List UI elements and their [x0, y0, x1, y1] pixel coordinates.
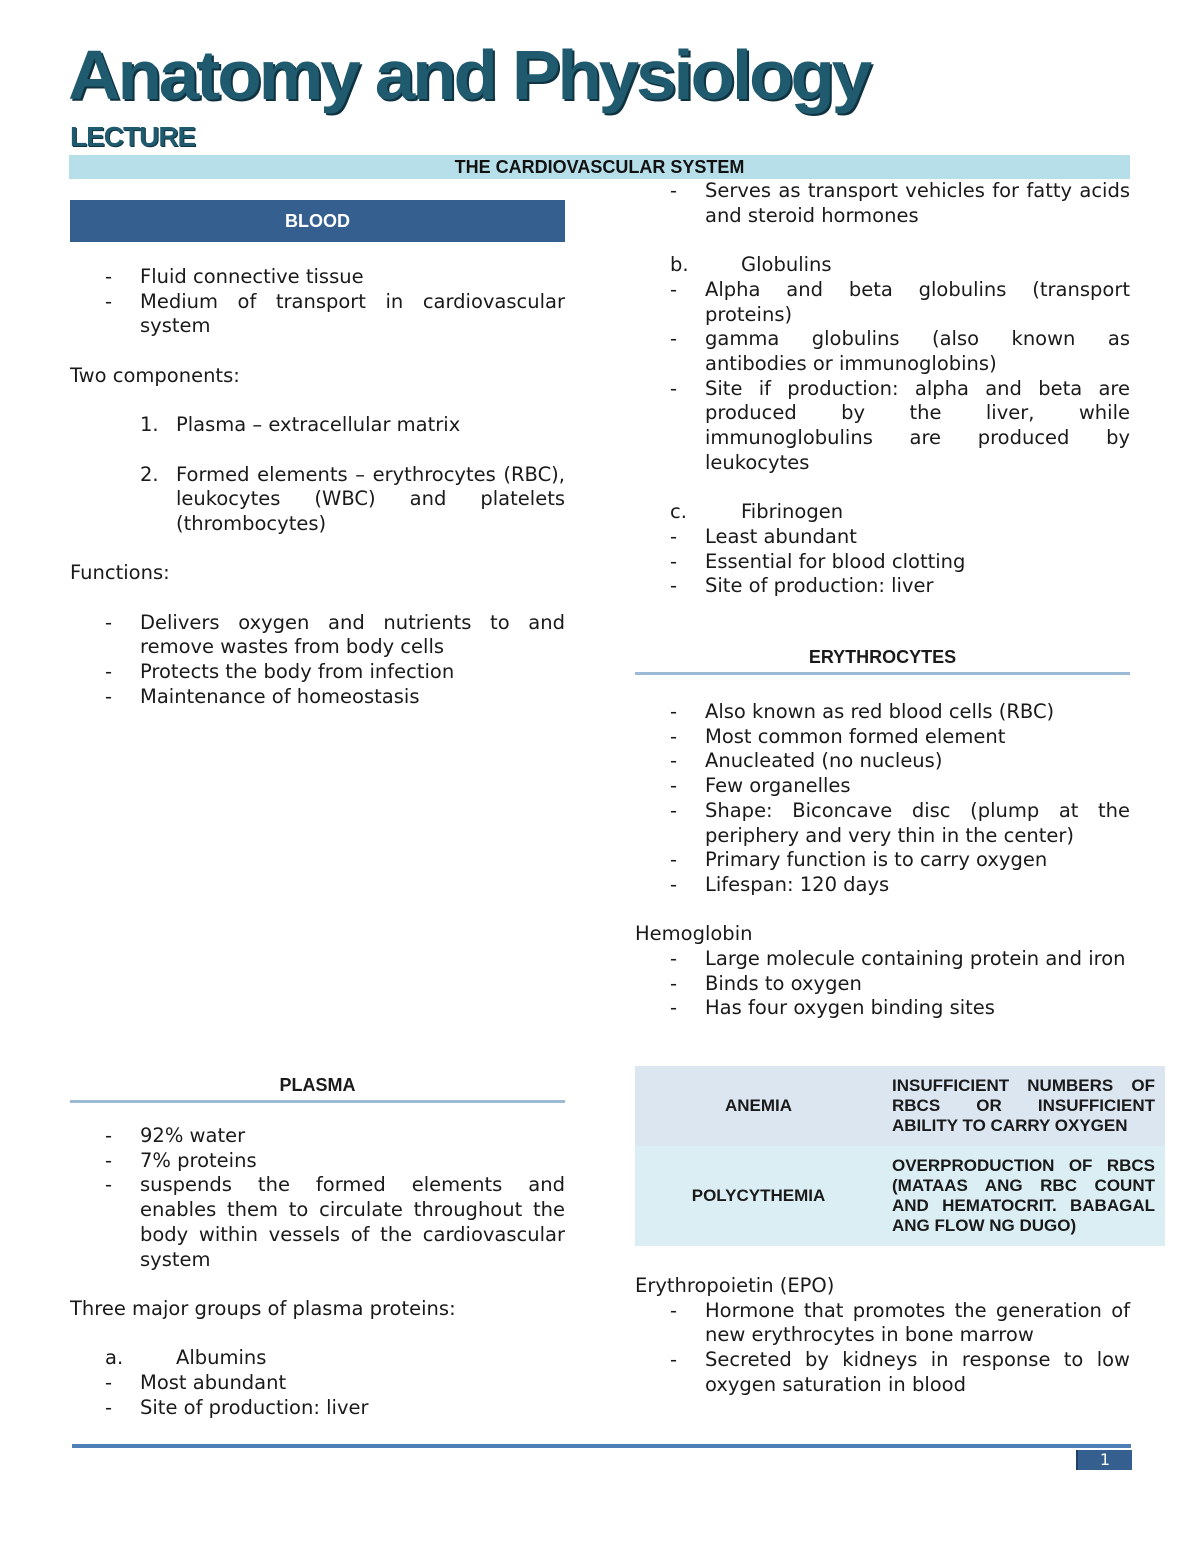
- list-item: - Most abundant: [70, 1371, 565, 1396]
- blood-section: [70, 265, 565, 710]
- epo-section: [635, 1274, 1130, 1398]
- topic-banner: THE CARDIOVASCULAR SYSTEM: [69, 155, 1130, 179]
- list-item: - Large molecule containing protein and iron: [635, 947, 1130, 972]
- list-item: - Fluid connective tissue: [70, 265, 565, 290]
- list-marker: 2.: [140, 462, 159, 486]
- list-item: - 92% water: [70, 1124, 565, 1149]
- list-item: - Site of production: liver: [635, 574, 1130, 599]
- list-item: - Maintenance of homeostasis: [70, 685, 565, 710]
- list-item: - Binds to oxygen: [635, 972, 1130, 997]
- list-item: - Alpha and beta globulins (transport proteins): [635, 278, 1130, 327]
- list-item: - gamma globulins (also known as antibodies or immunoglobins): [635, 327, 1130, 376]
- plasma-section: [70, 1073, 565, 1420]
- blood-intro-list: [70, 265, 565, 339]
- list-item: - Primary function is to carry oxygen: [635, 848, 1130, 873]
- list-item: - Hormone that promotes the generation of new erythrocytes in bone marrow: [635, 1299, 1130, 1348]
- list-item: - Least abundant: [635, 525, 1130, 550]
- list-item: - Medium of transport in cardiovascular system: [70, 290, 565, 339]
- list-item: - 7% proteins: [70, 1149, 565, 1174]
- list-item: - Protects the body from infection: [70, 660, 565, 685]
- list-marker: b.: [670, 253, 689, 277]
- erythrocytes-list: [635, 700, 1130, 898]
- table-row: [635, 1066, 1165, 1146]
- erythrocytes-heading: ERYTHROCYTES: [635, 645, 1130, 675]
- plasma-list: [70, 1124, 565, 1272]
- list-item: - Secreted by kidneys in response to low oxygen saturation in blood: [635, 1348, 1130, 1397]
- list-item-text: Plasma – extracellular matrix: [176, 413, 461, 437]
- globulins-list: [635, 278, 1130, 476]
- list-item: - Site of production: liver: [70, 1396, 565, 1421]
- plasma-groups-label: Three major groups of plasma proteins:: [70, 1296, 456, 1320]
- condition-description: INSUFFICIENT NUMBERS OF RBCS OR INSUFFICIENT ABILITY TO CARRY OXYGEN: [892, 1076, 1155, 1135]
- plasma-proteins-continued: [635, 179, 1130, 599]
- list-item: [635, 500, 1130, 525]
- list-item: - Has four oxygen binding sites: [635, 996, 1130, 1021]
- list-item: - Few organelles: [635, 774, 1130, 799]
- list-item: - Shape: Biconcave disc (plump at the periphery and very thin in the center): [635, 799, 1130, 848]
- table-row: [635, 1146, 1165, 1246]
- plasma-heading: PLASMA: [70, 1073, 565, 1103]
- list-marker: 1.: [140, 413, 159, 437]
- hemoglobin-label: Hemoglobin: [635, 922, 753, 946]
- document-title: Anatomy and Physiology: [68, 36, 870, 114]
- list-item-text: Fibrinogen: [741, 500, 844, 524]
- list-item: [635, 253, 1130, 278]
- hemoglobin-list: [635, 947, 1130, 1021]
- document-subtitle: LECTURE: [70, 121, 196, 152]
- conditions-table: [635, 1066, 1165, 1246]
- list-item: [70, 413, 565, 438]
- list-item: [70, 1346, 565, 1371]
- list-item: - Serves as transport vehicles for fatty acids and steroid hormones: [635, 179, 1130, 228]
- list-item: [70, 463, 565, 537]
- condition-name: ANEMIA: [724, 1096, 793, 1115]
- list-marker: a.: [105, 1346, 124, 1370]
- footer-rule: [72, 1444, 1131, 1448]
- list-item: - suspends the formed elements and enables them to circulate throughout the body within vessels of the cardiovascular system: [70, 1173, 565, 1272]
- condition-name: POLYCYTHEMIA: [691, 1186, 826, 1205]
- fibrinogen-list: [635, 525, 1130, 599]
- list-marker: c.: [670, 500, 687, 524]
- epo-list: [635, 1299, 1130, 1398]
- list-item: - Anucleated (no nucleus): [635, 749, 1130, 774]
- list-item-text: Globulins: [741, 253, 832, 277]
- albumins-heading: [70, 1346, 565, 1371]
- erythrocytes-section: [635, 645, 1130, 1021]
- functions-list: [70, 611, 565, 710]
- list-item-text: Albumins: [176, 1346, 267, 1370]
- functions-label: Functions:: [70, 561, 170, 585]
- blood-heading: BLOOD: [70, 200, 565, 242]
- list-item: - Essential for blood clotting: [635, 550, 1130, 575]
- list-item-text: Formed elements – erythrocytes (RBC), leukocytes (WBC) and platelets (thrombocytes): [176, 462, 565, 535]
- list-item: - Most common formed element: [635, 725, 1130, 750]
- page-number: 1: [1076, 1450, 1132, 1470]
- components-label: Two components:: [70, 363, 240, 387]
- globulins-heading: [635, 253, 1130, 278]
- list-item: - Delivers oxygen and nutrients to and remove wastes from body cells: [70, 611, 565, 660]
- fibrinogen-heading: [635, 500, 1130, 525]
- condition-description: OVERPRODUCTION OF RBCS (MATAAS ANG RBC COUNT AND HEMATOCRIT. BABAGAL ANG FLOW NG DUGO): [892, 1156, 1155, 1235]
- albumins-carryover-list: [635, 179, 1130, 228]
- list-item: - Lifespan: 120 days: [635, 873, 1130, 898]
- components-list: [70, 413, 565, 537]
- epo-label: Erythropoietin (EPO): [635, 1274, 835, 1297]
- list-item: - Also known as red blood cells (RBC): [635, 700, 1130, 725]
- albumins-list: [70, 1371, 565, 1420]
- list-item: - Site if production: alpha and beta are produced by the liver, while immunoglobulins are produced by leukocytes: [635, 377, 1130, 476]
